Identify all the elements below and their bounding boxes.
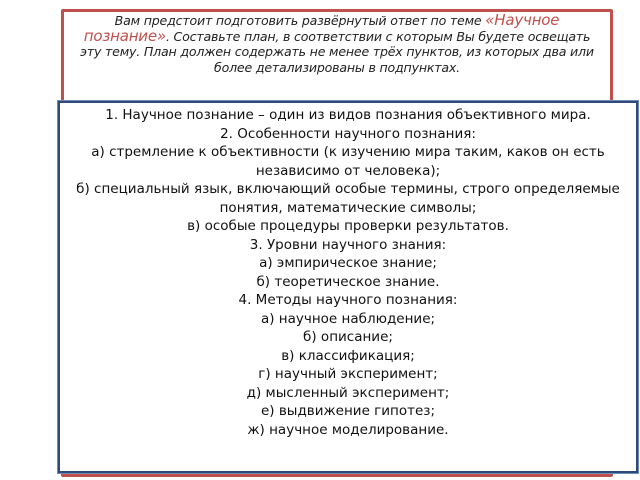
plan-subpoint-2a: а) стремление к объективности (к изучению мира таким, каков он есть независимо от человека); bbox=[91, 144, 605, 179]
plan-subpoint-4e: д) мысленный эксперимент; bbox=[246, 384, 450, 401]
plan-subpoint-4g: ж) научное моделирование. bbox=[247, 421, 449, 438]
plan-subpoint-4d: г) научный эксперимент; bbox=[258, 366, 438, 382]
plan-subpoint-4a: а) научное наблюдение; bbox=[260, 310, 436, 327]
plan-subpoint-2b: б) специальный язык, включающий особые термины, строго определяемые понятия, математические символы; bbox=[76, 181, 620, 216]
task-prefix: Вам предстоит подготовить развёрнутый ответ по теме bbox=[114, 13, 486, 28]
plan-subpoint-4b: б) описание; bbox=[303, 329, 393, 345]
plan-subpoint-4c: в) классификация; bbox=[281, 347, 415, 364]
plan-point-2: 2. Особенности научного познания: bbox=[220, 125, 476, 142]
plan-subpoint-4f: е) выдвижение гипотез; bbox=[260, 403, 436, 419]
answer-plan-box bbox=[58, 101, 638, 473]
task-topic: «Научное познание» bbox=[83, 11, 560, 45]
plan-point-3: 3. Уровни научного знания: bbox=[249, 236, 447, 253]
task-suffix: . Составьте план, в соответствии с которым Вы будете освещать эту тему. План должен содержать не менее трёх пунктов, из которых два или более детализированы в подпунктах. bbox=[80, 28, 594, 75]
task-instruction bbox=[80, 13, 594, 75]
plan-point-4: 4. Методы научного познания: bbox=[238, 292, 458, 308]
plan-subpoint-3b: б) теоретическое знание. bbox=[256, 273, 440, 290]
plan-subpoint-3a: а) эмпирическое знание; bbox=[259, 255, 437, 271]
plan-subpoint-2c: в) особые процедуры проверки результатов. bbox=[187, 218, 509, 234]
plan-point-1: 1. Научное познание – один из видов познания объективного мира. bbox=[105, 107, 591, 123]
